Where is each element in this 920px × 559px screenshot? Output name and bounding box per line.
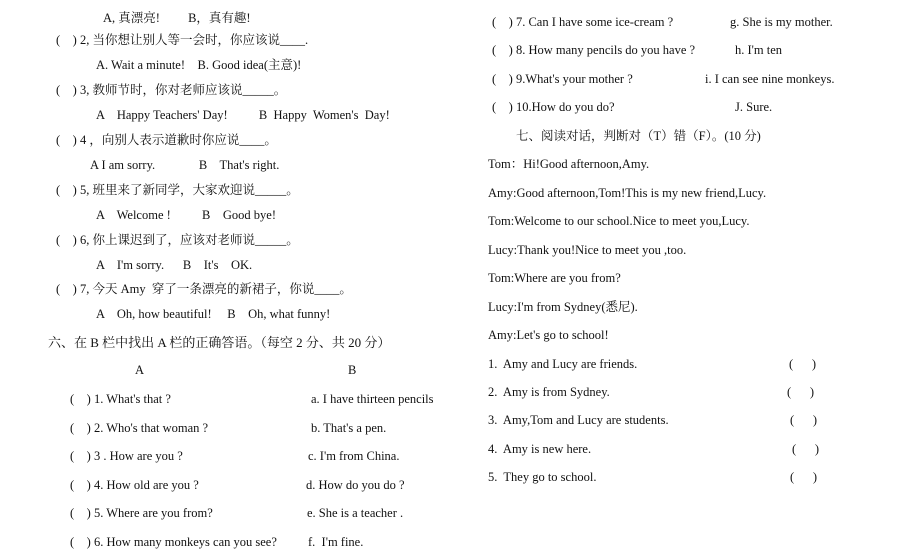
q5-options: A Welcome ! B Good bye! xyxy=(96,208,276,222)
judge-item-3: 3. Amy,Tom and Lucy are students. xyxy=(488,413,669,427)
match-item-j-answer: J. Sure. xyxy=(735,100,773,114)
dialogue-line-7: Amy:Let's go to school! xyxy=(488,328,609,342)
judge-blank-2[interactable]: ( ) xyxy=(787,385,815,399)
section-6-title: 六、在 B 栏中找出 A 栏的正确答语。（每空 2 分、共 20 分） xyxy=(48,335,391,350)
match-item-1-question: ( ) 1. What's that ? xyxy=(70,392,171,406)
match-item-f-answer: f. I'm fine. xyxy=(308,535,364,549)
judge-item-5: 5. They go to school. xyxy=(488,470,597,484)
column-a-header: A xyxy=(135,363,145,377)
dialogue-line-2: Amy:Good afternoon,Tom!This is my new friend,Lucy. xyxy=(488,186,767,200)
q6-options: A I'm sorry. B It's OK. xyxy=(96,258,253,272)
q5-stem: ( ) 5, 班里来了新同学，大家欢迎说_____。 xyxy=(56,183,299,197)
judge-blank-3[interactable]: ( ) xyxy=(790,413,818,427)
q6-stem: ( ) 6, 你上课迟到了，应该对老师说_____。 xyxy=(56,233,299,247)
judge-item-2: 2. Amy is from Sydney. xyxy=(488,385,610,399)
match-item-b-answer: b. That's a pen. xyxy=(311,421,387,435)
match-item-6-question: ( ) 6. How many monkeys can you see? xyxy=(70,535,277,549)
q7-options: A Oh, how beautiful! B Oh, what funny! xyxy=(96,307,331,321)
q3-options: A Happy Teachers' Day! B Happy Women's Day! xyxy=(96,108,390,122)
match-item-8-question: ( ) 8. How many pencils do you have ? xyxy=(492,43,696,57)
match-item-c-answer: c. I'm from China. xyxy=(308,449,400,463)
judge-blank-1[interactable]: ( ) xyxy=(789,357,817,371)
dialogue-line-6: Lucy:I'm from Sydney(悉尼). xyxy=(488,300,638,314)
dialogue-line-4: Lucy:Thank you!Nice to meet you ,too. xyxy=(488,243,687,257)
q2-options: A. Wait a minute! B. Good idea(主意)! xyxy=(96,58,302,72)
match-item-2-question: ( ) 2. Who's that woman ? xyxy=(70,421,209,435)
dialogue-line-3: Tom:Welcome to our school.Nice to meet you,Lucy. xyxy=(488,214,750,228)
judge-blank-5[interactable]: ( ) xyxy=(790,470,818,484)
q2-stem: ( ) 2, 当你想让别人等一会时，你应该说____. xyxy=(56,33,309,47)
q1-options: A, 真漂亮! B，真有趣! xyxy=(103,11,251,25)
q7-stem: ( ) 7, 今天 Amy 穿了一条漂亮的新裙子，你说____。 xyxy=(56,282,352,296)
q4-stem: ( ) 4 ，向别人表示道歉时你应说____。 xyxy=(56,133,277,147)
match-item-d-answer: d. How do you do ? xyxy=(306,478,405,492)
match-item-i-answer: i. I can see nine monkeys. xyxy=(705,72,835,86)
column-b-header: B xyxy=(348,363,357,377)
section-7-title: 七、阅读对话，判断对（T）错（F）。(10 分) xyxy=(516,129,761,143)
match-item-h-answer: h. I'm ten xyxy=(735,43,783,57)
match-item-4-question: ( ) 4. How old are you ? xyxy=(70,478,199,492)
match-item-3-question: ( ) 3 . How are you ? xyxy=(70,449,183,463)
q3-stem: ( ) 3, 教师节时，你对老师应该说_____。 xyxy=(56,83,287,97)
judge-item-4: 4. Amy is new here. xyxy=(488,442,592,456)
match-item-a-answer: a. I have thirteen pencils xyxy=(311,392,434,406)
match-item-10-question: ( ) 10.How do you do? xyxy=(492,100,615,114)
match-item-e-answer: e. She is a teacher . xyxy=(307,506,404,520)
match-item-7-question: ( ) 7. Can I have some ice-cream ? xyxy=(492,15,674,29)
judge-item-1: 1. Amy and Lucy are friends. xyxy=(488,357,638,371)
dialogue-line-1: Tom：Hi!Good afternoon,Amy. xyxy=(488,157,650,171)
match-item-9-question: ( ) 9.What's your mother ? xyxy=(492,72,633,86)
match-item-5-question: ( ) 5. Where are you from? xyxy=(70,506,213,520)
match-item-g-answer: g. She is my mother. xyxy=(730,15,833,29)
judge-blank-4[interactable]: ( ) xyxy=(792,442,820,456)
dialogue-line-5: Tom:Where are you from? xyxy=(488,271,621,285)
q4-options: A I am sorry. B That's right. xyxy=(90,158,280,172)
